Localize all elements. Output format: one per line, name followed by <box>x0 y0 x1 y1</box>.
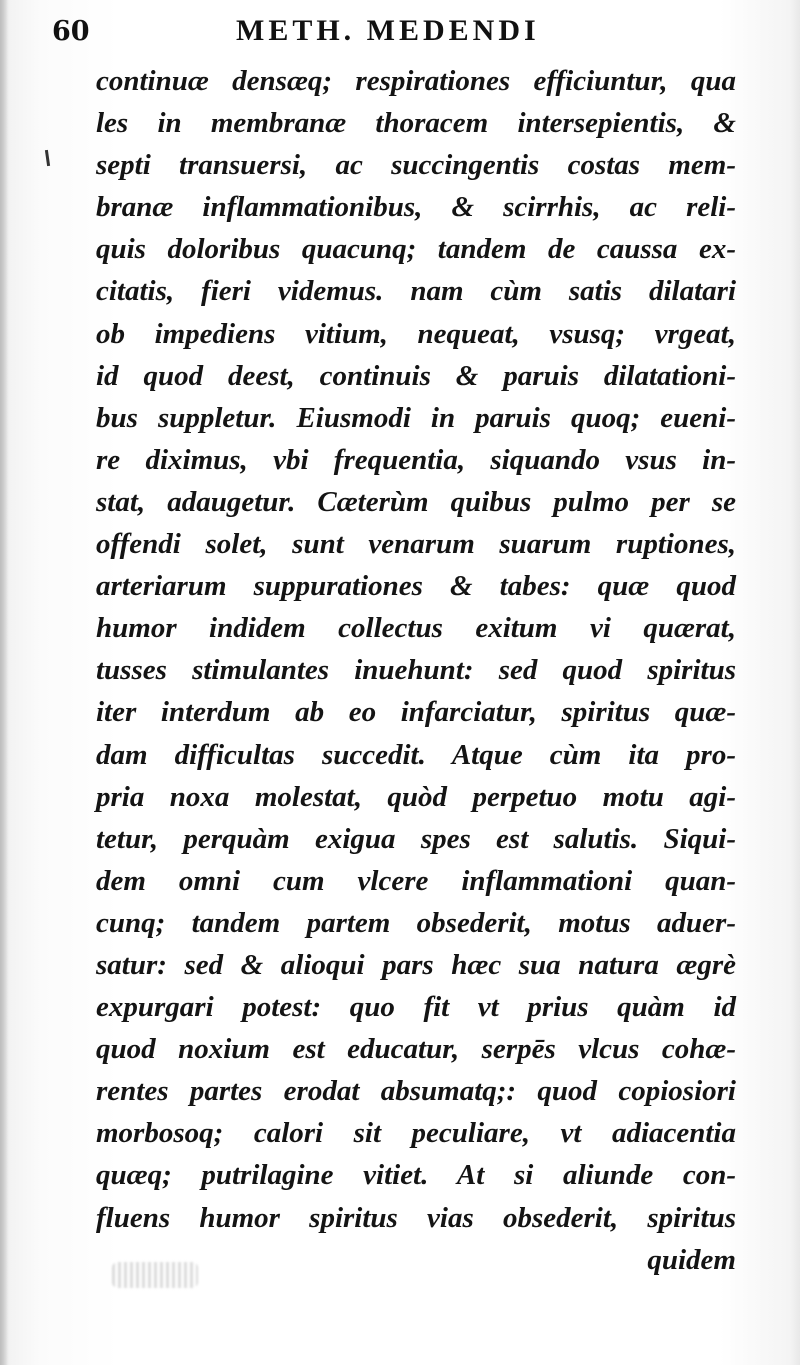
text-line: continuæ densæq; respirationes efficiuntur, qua <box>96 65 736 97</box>
faint-stamp <box>112 1262 198 1288</box>
body-text <box>96 60 736 1281</box>
text-line: pria noxa molestat, quòd perpetuo motu agi- <box>96 780 736 813</box>
text-line: re diximus, vbi frequentia, siquando vsus in- <box>96 443 736 476</box>
text-line: septi transuersi, ac succingentis costas mem- <box>96 149 736 182</box>
text-line: dam difficultas succedit. Atque cùm ita pro- <box>96 738 736 771</box>
binding-shadow <box>0 0 8 1365</box>
running-head: METH. MEDENDI <box>236 14 540 47</box>
page-header <box>0 14 800 54</box>
text-line: les in membranæ thoracem intersepientis, & <box>96 107 736 140</box>
text-line: branæ inflammationibus, & scirrhis, ac reli- <box>96 191 736 224</box>
text-line: morbosoq; calori sit peculiare, vt adiacentia <box>96 1117 736 1150</box>
text-line: expurgari potest: quo fit vt prius quàm id <box>96 991 736 1024</box>
text-line: tetur, perquàm exigua spes est salutis. Siqui- <box>96 822 736 855</box>
text-line: quod noxium est educatur, serpēs vlcus cohæ- <box>96 1033 736 1066</box>
text-line: id quod deest, continuis & paruis dilatationi- <box>96 359 736 392</box>
text-line: tusses stimulantes inuehunt: sed quod spiritus <box>96 654 736 687</box>
text-line: citatis, fieri videmus. nam cùm satis dilatari <box>96 275 736 308</box>
text-line: quæq; putrilagine vitiet. At si aliunde con- <box>96 1159 736 1192</box>
text-line: cunq; tandem partem obsederit, motus aduer- <box>96 906 736 939</box>
text-line: iter interdum ab eo infarciatur, spiritus quæ- <box>96 696 736 729</box>
text-line: rentes partes erodat absumatq;: quod copiosiori <box>96 1075 736 1108</box>
text-line: fluens humor spiritus vias obsederit, spiritus <box>96 1201 736 1234</box>
text-line: dem omni cum vlcere inflammationi quan- <box>96 864 736 897</box>
text-line: stat, adaugetur. Cæterùm quibus pulmo per se <box>96 485 736 518</box>
page-number: 60 <box>52 16 90 47</box>
text-line: quis doloribus quacunq; tandem de caussa ex- <box>96 233 736 266</box>
text-line: bus suppletur. Eiusmodi in paruis quoq; eueni- <box>96 401 736 434</box>
text-line: offendi solet, sunt venarum suarum ruptiones, <box>96 528 736 561</box>
text-line: arteriarum suppurationes & tabes: quæ quod <box>96 570 736 603</box>
text-line: ob impediens vitium, nequeat, vsusq; vrgeat, <box>96 317 736 350</box>
text-line: humor indidem collectus exitum vi quærat, <box>96 612 736 645</box>
text-line: quidem <box>647 1243 736 1276</box>
margin-mark <box>45 150 50 166</box>
text-line: satur: sed & alioqui pars hæc sua natura ægrè <box>96 948 736 981</box>
